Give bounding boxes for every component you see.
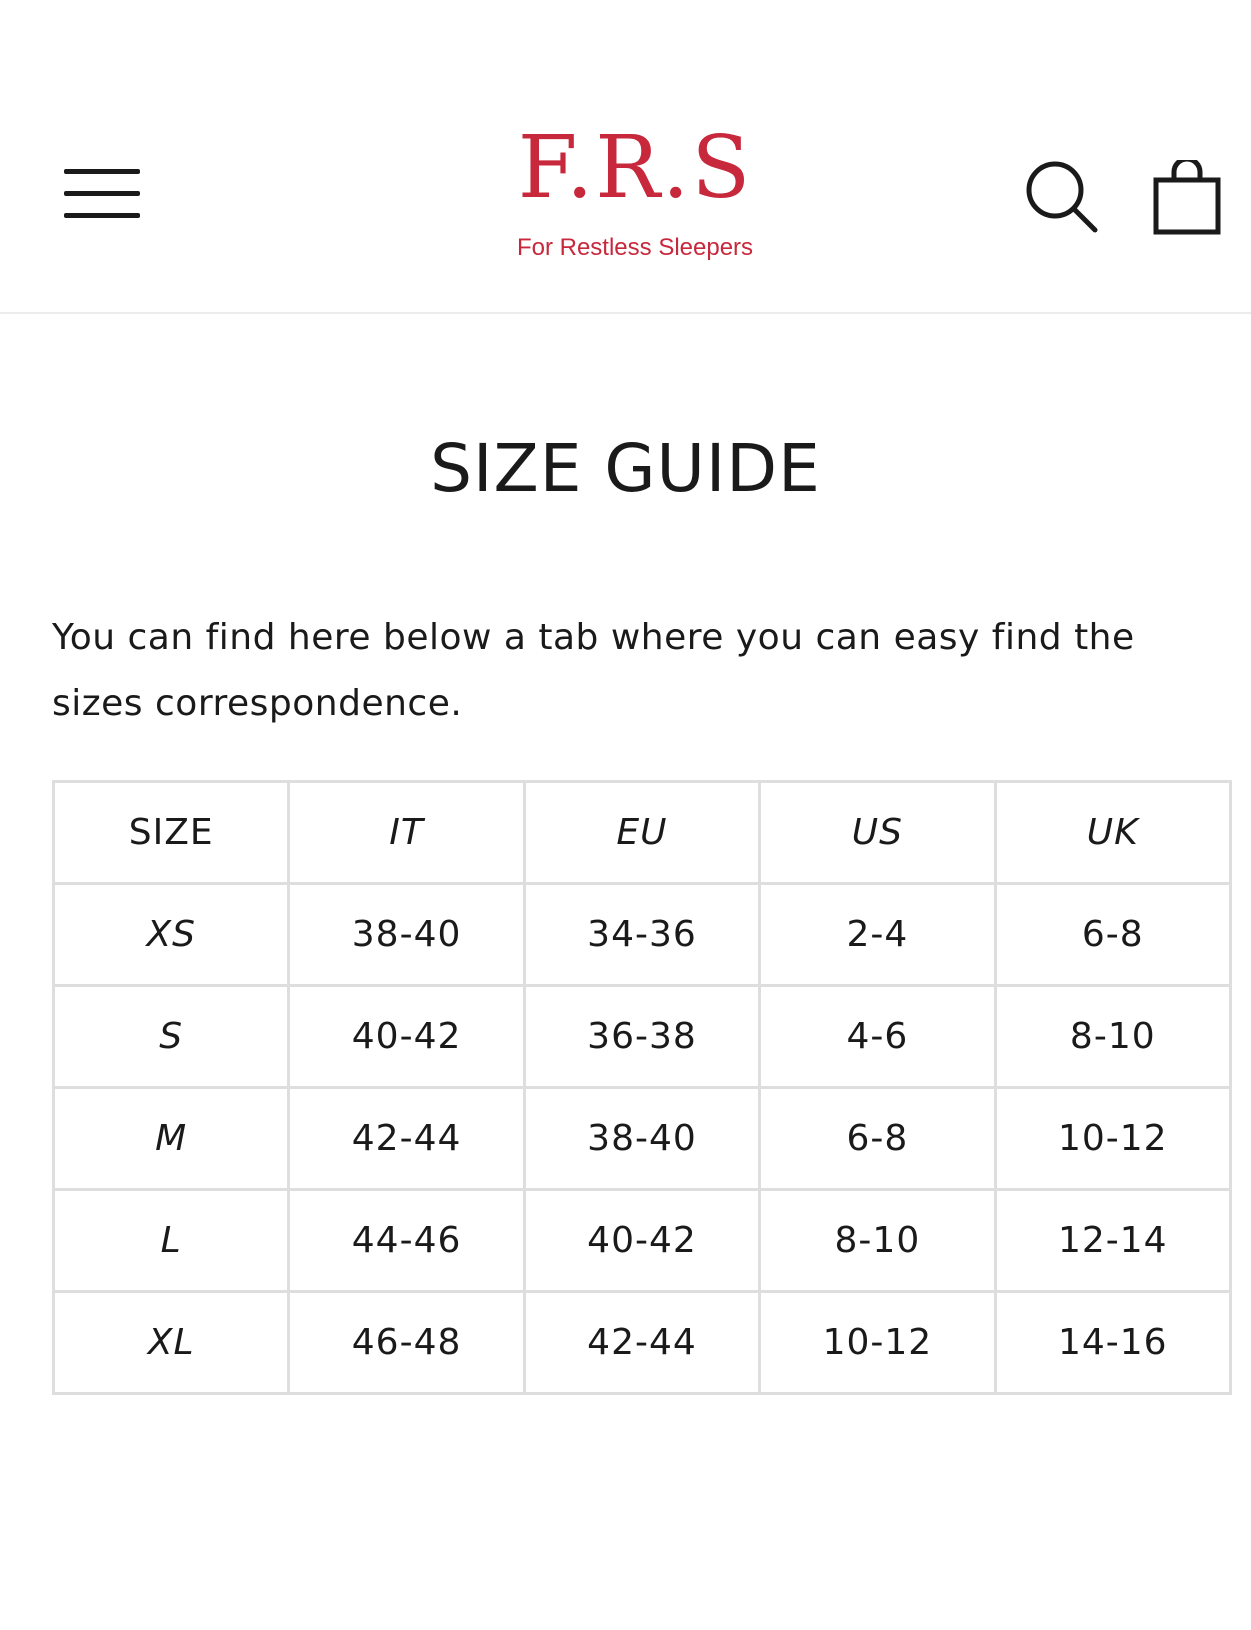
logo[interactable] [470,118,800,262]
size-label-cell: S [54,986,289,1088]
table-cell: 42-44 [524,1292,759,1394]
table-row [54,1292,1231,1394]
menu-icon-bar [64,213,140,218]
page-title: SIZE GUIDE [430,430,821,507]
table-cell: 14-16 [995,1292,1230,1394]
menu-icon-bar [64,191,140,196]
menu-icon-bar [64,169,140,174]
table-cell: 42-44 [289,1088,524,1190]
table-cell: 38-40 [524,1088,759,1190]
logo-wordmark: F.R.S [517,118,753,218]
table-row [54,1190,1231,1292]
table-cell: 34-36 [524,884,759,986]
size-label-cell: XS [54,884,289,986]
table-cell: 8-10 [760,1190,995,1292]
size-label-cell: M [54,1088,289,1190]
table-cell: 6-8 [995,884,1230,986]
table-cell: 38-40 [289,884,524,986]
site-header [0,0,1251,314]
table-cell: 44-46 [289,1190,524,1292]
size-label-cell: XL [54,1292,289,1394]
table-row [54,1088,1231,1190]
table-cell: 8-10 [995,986,1230,1088]
menu-button[interactable] [60,165,140,225]
column-header-uk: UK [995,782,1230,884]
size-label-cell: L [54,1190,289,1292]
cart-button[interactable] [1152,160,1224,236]
shopping-bag-icon [1152,160,1224,236]
table-header-row [54,782,1231,884]
size-table [52,780,1232,1395]
table-cell: 10-12 [995,1088,1230,1190]
table-cell: 40-42 [289,986,524,1088]
table-cell: 6-8 [760,1088,995,1190]
table-cell: 12-14 [995,1190,1230,1292]
search-icon [1025,160,1101,236]
table-cell: 4-6 [760,986,995,1088]
search-button[interactable] [1025,160,1101,236]
intro-text: You can find here below a tab where you can easy find the sizes correspondence. [52,617,1135,724]
table-row [54,884,1231,986]
table-cell: 36-38 [524,986,759,1088]
column-header-it: IT [289,782,524,884]
table-row [54,986,1231,1088]
column-header-size: SIZE [54,782,289,884]
table-cell: 2-4 [760,884,995,986]
column-header-us: US [760,782,995,884]
table-cell: 40-42 [524,1190,759,1292]
logo-tagline: For Restless Sleepers [516,234,754,261]
column-header-eu: EU [524,782,759,884]
table-cell: 10-12 [760,1292,995,1394]
table-cell: 46-48 [289,1292,524,1394]
